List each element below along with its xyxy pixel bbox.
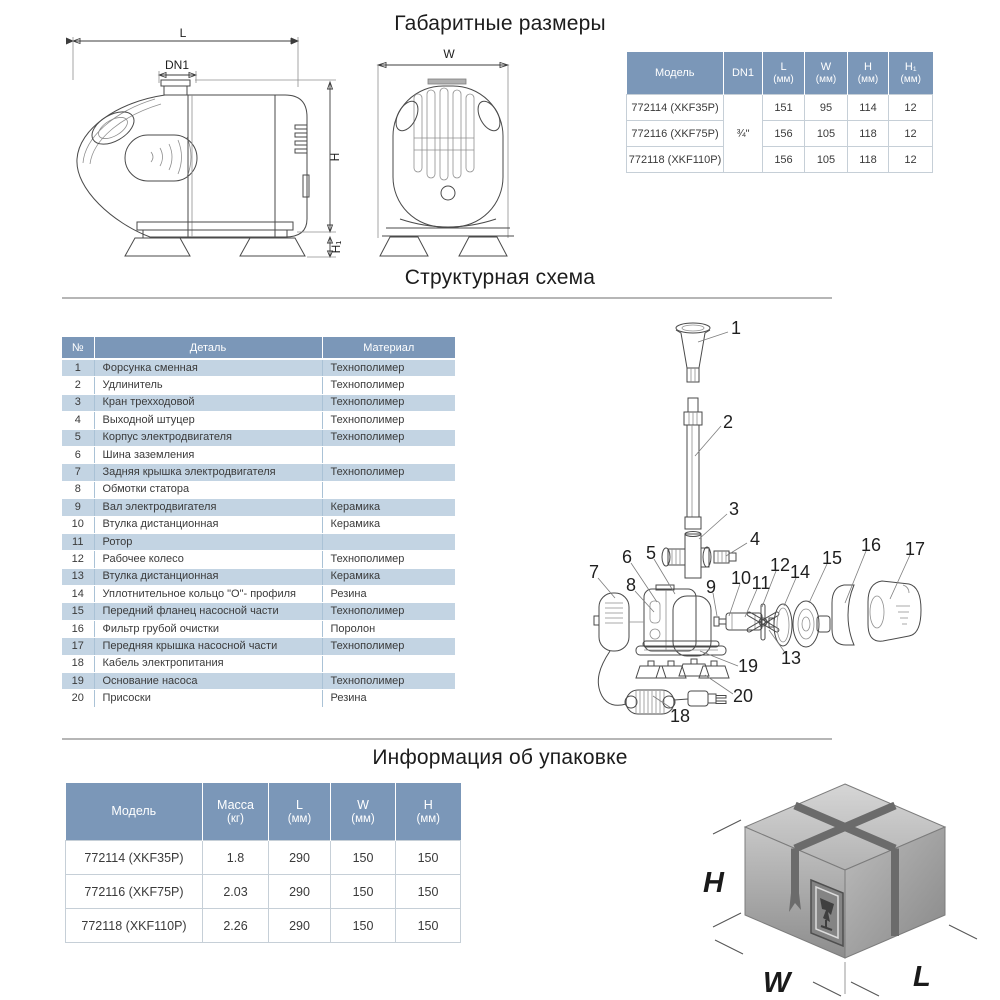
- leader-lines: [598, 332, 910, 710]
- section-title-packaging: Информация об упаковке: [372, 746, 628, 769]
- part-number-20: 20: [732, 686, 754, 706]
- table-header-row: Модель Масса (кг) L (мм) W (мм) H (мм): [66, 783, 461, 841]
- part-number-6: 6: [621, 547, 633, 567]
- divider-line-bottom: [62, 738, 832, 740]
- part-number-4: 4: [749, 529, 761, 549]
- outlet-fitting-part: [714, 551, 736, 563]
- table-row: 20 Присоски Резина: [62, 690, 455, 707]
- dimensions-table: [626, 52, 933, 173]
- dim-label-h: H: [328, 152, 342, 162]
- box-dim-w: W: [763, 967, 791, 999]
- three-way-valve-part: [662, 532, 711, 579]
- rotor-shaft-part: [714, 613, 762, 630]
- back-cover-part: [594, 593, 629, 651]
- table-row: 2 Удлинитель Технополимер: [62, 377, 455, 394]
- exploded-diagram: [558, 306, 963, 731]
- dim-label-dn1: DN1: [164, 58, 190, 72]
- suction-cups-part: [636, 659, 729, 678]
- table-row: 9 Вал электродвигателя Керамика: [62, 499, 455, 516]
- table-row: 16 Фильтр грубой очистки Поролон: [62, 620, 455, 637]
- part-number-10: 10: [730, 568, 752, 588]
- table-header-row: № Деталь Материал: [62, 337, 455, 359]
- table-row: 6 Шина заземления: [62, 446, 455, 463]
- motor-housing-part: [629, 585, 711, 656]
- divider-line-top: [62, 297, 832, 299]
- parts-table: [62, 337, 455, 708]
- table-row: 19 Основание насоса Технополимер: [62, 673, 455, 690]
- table-row: 7 Задняя крышка электродвигателя Технополимер: [62, 464, 455, 481]
- dn1-merged-cell: ¾": [724, 95, 763, 173]
- table-row: 3 Кран трехходовой Технополимер: [62, 394, 455, 411]
- section-title-structure: Структурная схема: [404, 266, 596, 289]
- table-row: 4 Выходной штуцер Технополимер: [62, 412, 455, 429]
- part-number-9: 9: [705, 577, 717, 597]
- dim-label-w: W: [443, 47, 455, 61]
- table-row: 15 Передний фланец насосной части Технополимер: [62, 603, 455, 620]
- front-flange-part: [793, 601, 830, 647]
- table-row: 8 Обмотки статора: [62, 481, 455, 498]
- pump-front-view-drawing: [360, 38, 580, 263]
- table-row: 12 Рабочее колесо Технополимер: [62, 551, 455, 568]
- part-number-16: 16: [860, 535, 882, 555]
- nozzle-part: [676, 323, 710, 382]
- part-number-17: 17: [904, 539, 926, 559]
- dim-label-h1: H₁: [329, 240, 343, 254]
- power-cable-part: [598, 651, 726, 714]
- table-row: 772114 (XKF35P) 1.8 290 150 150: [66, 841, 461, 875]
- extension-tube-part: [684, 398, 702, 529]
- part-number-11: 11: [751, 573, 771, 593]
- table-row: 17 Передняя крышка насосной части Технополимер: [62, 638, 455, 655]
- table-row: 772118 (XKF110P) 2.26 290 150 150: [66, 909, 461, 943]
- part-number-8: 8: [625, 575, 637, 595]
- table-row: 772116 (XKF75P) 156 105 118 12: [627, 121, 933, 147]
- table-row: 772118 (XKF110P) 156 105 118 12: [627, 147, 933, 173]
- part-numbers: [589, 318, 925, 726]
- table-row: 13 Втулка дистанционная Керамика: [62, 568, 455, 585]
- table-row: 772114 (XKF35P) ¾" 151 95 114 12: [627, 95, 933, 121]
- part-number-2: 2: [722, 412, 734, 432]
- table-row: 11 Ротор: [62, 533, 455, 550]
- part-number-5: 5: [645, 543, 657, 563]
- packaging-table: [65, 783, 461, 943]
- part-number-7: 7: [588, 562, 600, 582]
- box-dim-h: H: [703, 867, 724, 899]
- part-number-18: 18: [669, 706, 691, 726]
- part-number-1: 1: [730, 318, 742, 338]
- part-number-19: 19: [737, 656, 759, 676]
- table-row: 772116 (XKF75P) 2.03 290 150 150: [66, 875, 461, 909]
- packaging-box-illustration: [685, 770, 985, 1000]
- table-row: 5 Корпус электродвигателя Технополимер: [62, 429, 455, 446]
- box-dim-l: L: [913, 961, 931, 993]
- table-row: 1 Форсунка сменная Технополимер: [62, 359, 455, 377]
- part-number-14: 14: [789, 562, 811, 582]
- part-number-3: 3: [728, 499, 740, 519]
- dim-label-l: L: [179, 26, 187, 40]
- part-number-13: 13: [780, 648, 802, 668]
- section-title-dimensions: Габаритные размеры: [394, 12, 606, 35]
- pump-base-part: [636, 641, 726, 655]
- grille-slats: [414, 88, 474, 180]
- table-header-row: Модель DN1 L (мм) W (мм) H (мм) H₁ (мм): [627, 52, 933, 95]
- filter-part: [832, 585, 854, 645]
- table-row: 10 Втулка дистанционная Керамика: [62, 516, 455, 533]
- table-row: 18 Кабель электропитания: [62, 655, 455, 672]
- part-number-12: 12: [769, 555, 791, 575]
- o-ring-part: [774, 604, 792, 646]
- pump-side-view-drawing: [55, 25, 355, 270]
- part-number-15: 15: [821, 548, 843, 568]
- table-row: 14 Уплотнительное кольцо "О"- профиля Резина: [62, 586, 455, 603]
